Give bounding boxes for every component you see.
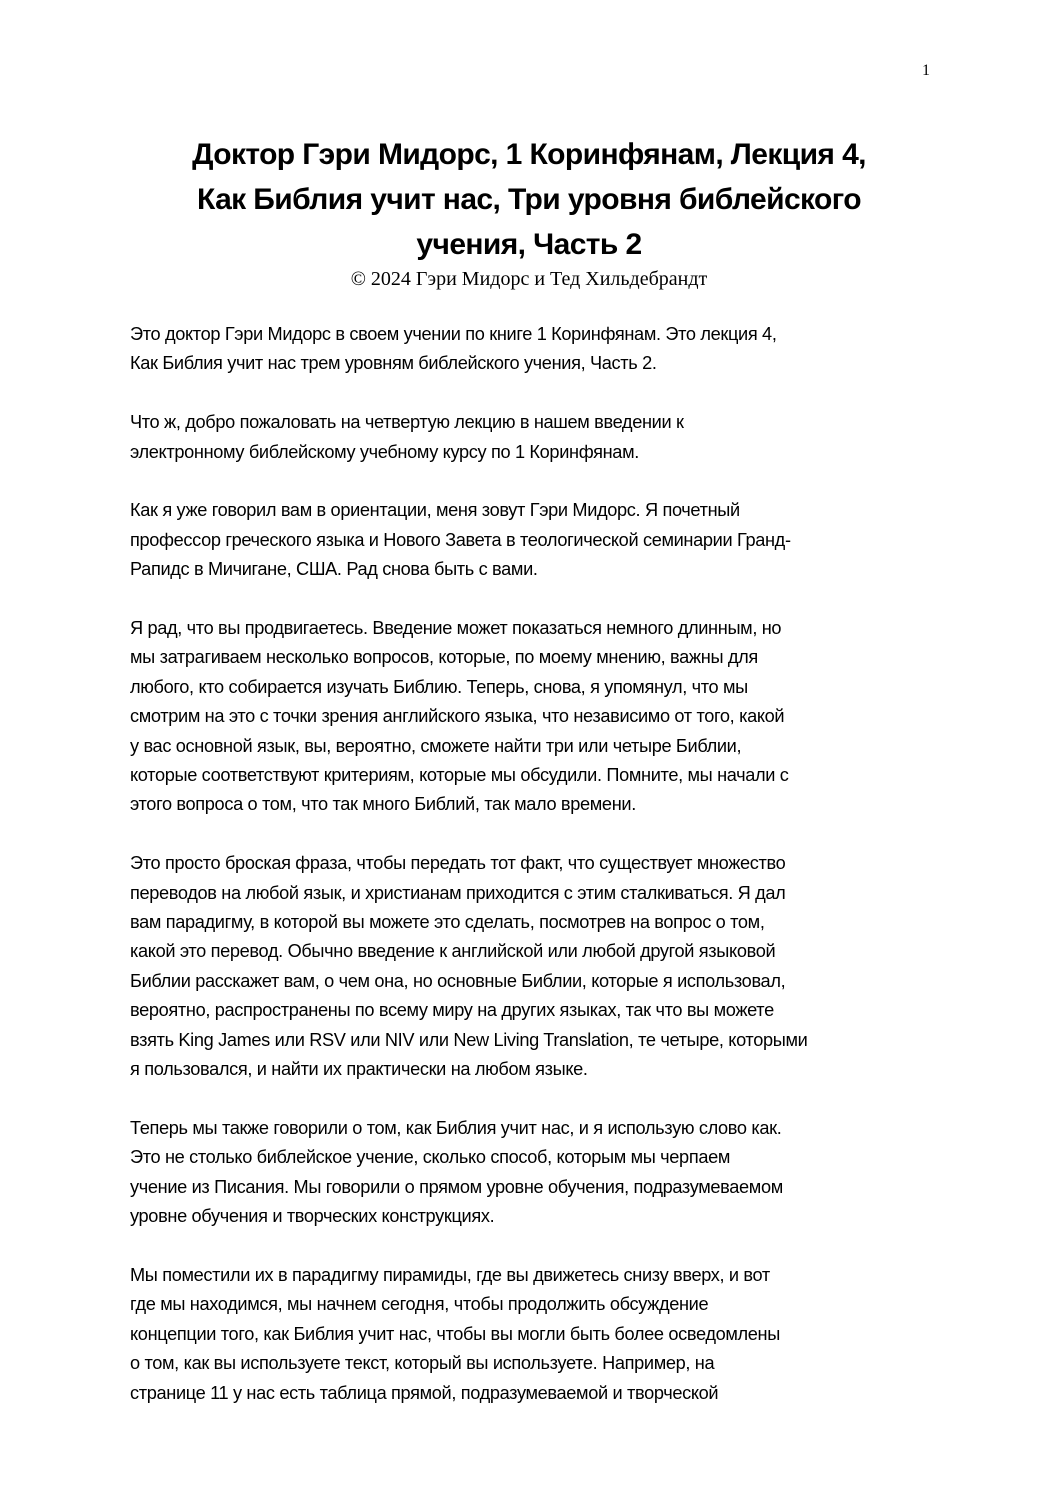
- text-line: странице 11 у нас есть таблица прямой, подразумеваемой и творческой: [130, 1382, 719, 1403]
- text-line: профессор греческого языка и Нового Завета в теологической семинарии Гранд-: [130, 529, 791, 550]
- text-line: какой это перевод. Обычно введение к английской или любой другой языковой: [130, 941, 776, 962]
- paragraph: [130, 1261, 950, 1408]
- text-line: Как Библия учит нас трем уровням библейского учения, Часть 2.: [130, 353, 657, 374]
- text-line: смотрим на это с точки зрения английского языка, что независимо от того, какой: [130, 706, 785, 727]
- text-line: электронному библейскому учебному курсу по 1 Коринфянам.: [130, 441, 639, 462]
- page-number: 1: [922, 62, 930, 79]
- text-line: Это не столько библейское учение, сколько способ, которым мы черпаем: [130, 1147, 731, 1168]
- text-line: вам парадигму, в которой вы можете это сделать, посмотрев на вопрос о том,: [130, 912, 765, 933]
- text-line: которые соответствуют критериям, которые мы обсудили. Помните, мы начали с: [130, 765, 789, 786]
- paragraph: [130, 1114, 950, 1232]
- text-line: о том, как вы используете текст, который вы используете. Например, на: [130, 1353, 715, 1374]
- text-line: Это доктор Гэри Мидорс в своем учении по книге 1 Коринфянам. Это лекция 4,: [130, 324, 777, 344]
- text-line: Что ж, добро пожаловать на четвертую лекцию в нашем введении к: [130, 412, 684, 433]
- text-line: Библии расскажет вам, о чем она, но основные Библии, которые я использовал,: [130, 970, 786, 991]
- document-body: [130, 320, 950, 1437]
- document-title: [100, 132, 958, 267]
- title-line: Доктор Гэри Мидорс, 1 Коринфянам, Лекция 4,: [192, 138, 866, 171]
- text-line: у вас основной язык, вы, вероятно, сможете найти три или четыре Библии,: [130, 735, 742, 756]
- title-line: учения, Часть 2: [416, 228, 642, 261]
- text-line: Рапидс в Мичигане, США. Рад снова быть с вами.: [130, 559, 538, 580]
- text-line: мы затрагиваем несколько вопросов, которые, по моему мнению, важны для: [130, 647, 758, 668]
- title-line: Как Библия учит нас, Три уровня библейского: [197, 183, 861, 216]
- text-line: Теперь мы также говорили о том, как Библия учит нас, и я использую слово как.: [130, 1117, 782, 1138]
- text-line: Как я уже говорил вам в ориентации, меня зовут Гэри Мидорс. Я почетный: [130, 500, 740, 521]
- text-line: Я рад, что вы продвигаетесь. Введение может показаться немного длинным, но: [130, 618, 782, 639]
- paragraph: [130, 320, 950, 379]
- paragraph: [130, 614, 950, 820]
- text-line: уровне обучения и творческих конструкциях.: [130, 1206, 495, 1227]
- text-line: вероятно, распространены по всему миру на других языках, так что вы можете: [130, 1000, 774, 1021]
- text-line: учение из Писания. Мы говорили о прямом уровне обучения, подразумеваемом: [130, 1176, 783, 1197]
- paragraph: [130, 849, 950, 1084]
- text-line: взять King James или RSV или NIV или New Living Translation, те четыре, которыми: [130, 1029, 808, 1050]
- copyright-notice: © 2024 Гэри Мидорс и Тед Хильдебрандт: [350, 268, 708, 290]
- paragraph: [130, 496, 950, 584]
- text-line: где мы находимся, мы начнем сегодня, чтобы продолжить обсуждение: [130, 1294, 709, 1315]
- text-line: переводов на любой язык, и христианам приходится с этим сталкиваться. Я дал: [130, 882, 786, 903]
- text-line: Мы поместили их в парадигму пирамиды, где вы движетесь снизу вверх, и вот: [130, 1264, 770, 1285]
- text-line: этого вопроса о том, что так много Библий, так мало времени.: [130, 794, 636, 815]
- text-line: любого, кто собирается изучать Библию. Теперь, снова, я упомянул, что мы: [130, 676, 748, 697]
- text-line: концепции того, как Библия учит нас, чтобы вы могли быть более осведомлены: [130, 1323, 780, 1344]
- text-line: я пользовался, и найти их практически на любом языке.: [130, 1059, 588, 1080]
- paragraph: [130, 408, 950, 467]
- text-line: Это просто броская фраза, чтобы передать тот факт, что существует множество: [130, 853, 786, 874]
